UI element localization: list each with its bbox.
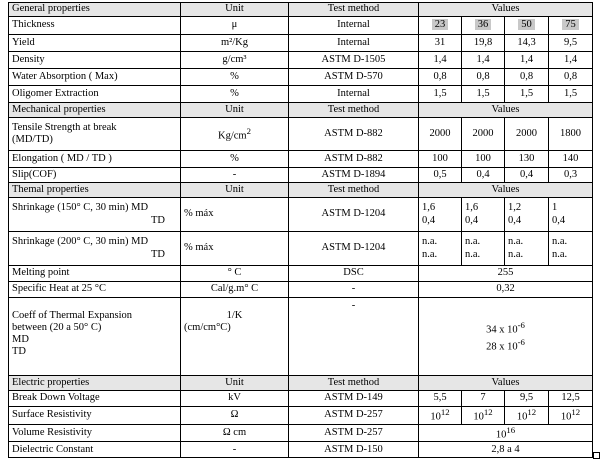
td-value: 0,4 [552, 214, 566, 226]
property-label: Specific Heat at 25 °C [9, 282, 181, 298]
method-cell: DSC [289, 266, 419, 282]
md-value [422, 320, 589, 337]
value-cell: 140 [549, 151, 593, 168]
value-cell [419, 298, 593, 376]
value-cell: 1,5 [462, 86, 505, 103]
unit-base: Kg/cm [218, 130, 247, 142]
value-cell: 0,4 [505, 168, 549, 183]
property-label-line: Coeff of Thermal Expansion [12, 310, 133, 321]
value-base: 10 [516, 411, 528, 423]
property-label-line: between (20 a 50° C) [12, 322, 102, 334]
property-label-line: (MD/TD) [12, 134, 53, 145]
method-cell: ASTM D-257 [289, 407, 419, 425]
thickness-value: 36 [475, 19, 492, 30]
value-cell: 0,3 [549, 168, 593, 183]
value-cell: 1,4 [505, 52, 549, 69]
property-label-line: MD [12, 334, 29, 346]
thickness-value: 50 [518, 19, 535, 30]
property-label [9, 118, 181, 151]
value-cell: 7 [462, 391, 505, 407]
value-cell: 100 [419, 151, 462, 168]
value-cell [462, 232, 505, 266]
unit-header: Unit [181, 103, 289, 118]
property-label: Density [9, 52, 181, 69]
md-value: 1,6 [422, 202, 436, 214]
table-resize-handle[interactable] [593, 452, 600, 459]
unit-cell: m²/Kg [181, 35, 289, 52]
value-cell [462, 17, 505, 35]
method-cell: ASTM D-257 [289, 424, 419, 442]
thickness-row [9, 17, 593, 35]
value-cell [505, 198, 549, 232]
td-exponent: -6 [517, 336, 525, 347]
value-cell [419, 198, 462, 232]
section-title: General properties [9, 3, 181, 17]
method-cell: - [289, 298, 419, 376]
value-cell: 2000 [505, 118, 549, 151]
value-exponent: 12 [483, 407, 493, 417]
tensile-row [9, 118, 593, 151]
property-label: Volume Resistivity [9, 424, 181, 442]
value-cell [549, 407, 593, 425]
method-cell: Internal [289, 17, 419, 35]
value-cell [505, 407, 549, 425]
value-exponent: 12 [440, 407, 450, 417]
md-value: n.a. [552, 236, 568, 248]
unit-cell: % [181, 86, 289, 103]
method-cell: - [289, 282, 419, 298]
unit-header: Unit [181, 183, 289, 198]
thickness-value: 23 [432, 19, 449, 30]
slip-row [9, 168, 593, 183]
method-cell: ASTM D-1204 [289, 198, 419, 232]
unit-line: 1/K [226, 310, 243, 321]
td-value: 0,4 [508, 214, 522, 226]
elongation-row [9, 151, 593, 168]
method-cell: ASTM D-1204 [289, 232, 419, 266]
properties-sheet [8, 2, 592, 458]
property-label-line: TD [12, 346, 26, 358]
value-cell: 0,5 [419, 168, 462, 183]
value-cell: 100 [462, 151, 505, 168]
value-cell: 2000 [462, 118, 505, 151]
breakdown-voltage-row [9, 391, 593, 407]
property-label-line: Tensile Strength at break [12, 121, 117, 133]
method-header: Test method [289, 3, 419, 17]
property-label: Thickness [9, 17, 181, 35]
property-label [9, 298, 181, 376]
section-title: Themal properties [9, 183, 181, 198]
volume-resistivity-row [9, 424, 593, 442]
td-value: n.a. [552, 248, 568, 260]
method-header: Test method [289, 103, 419, 118]
value-cell: 1,4 [419, 52, 462, 69]
td-value: n.a. [422, 248, 438, 260]
value-cell: 2,8 a 4 [419, 442, 593, 458]
value-cell: 9,5 [549, 35, 593, 52]
density-row [9, 52, 593, 69]
property-label-line: Shrinkage (200° C, 30 min) MD [12, 236, 149, 248]
property-label: Break Down Voltage [9, 391, 181, 407]
unit-cell: % [181, 151, 289, 168]
td-value: n.a. [465, 248, 481, 260]
water-absorption-row [9, 69, 593, 86]
property-label: Melting point [9, 266, 181, 282]
value-cell: 31 [419, 35, 462, 52]
specific-heat-row [9, 282, 593, 298]
value-cell: 19,8 [462, 35, 505, 52]
property-label: Oligomer Extraction [9, 86, 181, 103]
value-cell: 2000 [419, 118, 462, 151]
value-cell: 130 [505, 151, 549, 168]
unit-cell: - [181, 442, 289, 458]
method-cell: ASTM D-1894 [289, 168, 419, 183]
unit-exponent: 2 [246, 125, 251, 136]
value-cell: 1,4 [549, 52, 593, 69]
method-cell: ASTM D-150 [289, 442, 419, 458]
value-base: 10 [495, 429, 507, 441]
value-exponent: 12 [571, 407, 581, 417]
general-header-row [9, 3, 593, 17]
dielectric-constant-row [9, 442, 593, 458]
value-cell [549, 17, 593, 35]
unit-cell [181, 118, 289, 151]
unit-cell: Cal/g.m° C [181, 282, 289, 298]
property-label-line: Shrinkage (150° C, 30 min) MD [12, 202, 149, 214]
property-label-line: TD [151, 214, 165, 226]
method-cell: ASTM D-882 [289, 151, 419, 168]
md-base: 34 x 10 [486, 324, 518, 336]
electric-header-row [9, 376, 593, 391]
thermal-header-row [9, 183, 593, 198]
value-base: 10 [430, 411, 441, 423]
unit-line: (cm/cm°C) [184, 322, 231, 334]
surface-resistivity-row [9, 407, 593, 425]
unit-header: Unit [181, 3, 289, 17]
value-cell [419, 232, 462, 266]
value-cell: 1,5 [549, 86, 593, 103]
properties-table [8, 2, 593, 458]
value-base: 10 [560, 411, 572, 423]
property-label-line: TD [151, 248, 165, 260]
td-value: n.a. [508, 248, 524, 260]
td-base: 28 x 10 [486, 341, 518, 352]
thickness-value: 75 [562, 19, 579, 30]
value-cell: 0,8 [505, 69, 549, 86]
value-exponent: 12 [527, 407, 537, 417]
values-header: Values [419, 3, 593, 17]
unit-cell: % máx [181, 198, 289, 232]
md-value: n.a. [422, 236, 438, 248]
property-label: Dielectric Constant [9, 442, 181, 458]
property-label: Elongation ( MD / TD ) [9, 151, 181, 168]
value-cell [419, 17, 462, 35]
value-cell: 12,5 [549, 391, 593, 407]
property-label [9, 198, 181, 232]
td-value [422, 337, 589, 354]
shrinkage-200-row [9, 232, 593, 266]
value-cell [419, 407, 462, 425]
unit-cell: % [181, 69, 289, 86]
property-label: Slip(COF) [9, 168, 181, 183]
property-label: Water Absorption ( Max) [9, 69, 181, 86]
oligomer-row [9, 86, 593, 103]
value-cell [462, 198, 505, 232]
value-cell: 0,8 [549, 69, 593, 86]
method-cell: ASTM D-570 [289, 69, 419, 86]
unit-cell: % máx [181, 232, 289, 266]
values-header: Values [419, 103, 593, 118]
thermal-expansion-row [9, 298, 593, 376]
value-cell: 0,32 [419, 282, 593, 298]
yield-row [9, 35, 593, 52]
unit-cell: kV [181, 391, 289, 407]
td-value: 0,4 [422, 214, 436, 226]
unit-cell: ° C [181, 266, 289, 282]
unit-cell: - [181, 168, 289, 183]
md-value: n.a. [465, 236, 481, 248]
md-value: 1,6 [465, 202, 479, 214]
value-cell [505, 232, 549, 266]
method-cell: Internal [289, 35, 419, 52]
md-value: 1,2 [508, 202, 522, 214]
value-cell: 255 [419, 266, 593, 282]
value-cell [505, 17, 549, 35]
value-cell: 1,4 [462, 52, 505, 69]
section-title: Electric properties [9, 376, 181, 391]
method-cell: Internal [289, 86, 419, 103]
shrinkage-150-row [9, 198, 593, 232]
method-header: Test method [289, 183, 419, 198]
value-cell: 14,3 [505, 35, 549, 52]
property-label: Surface Resistivity [9, 407, 181, 425]
value-cell [549, 198, 593, 232]
values-header: Values [419, 376, 593, 391]
td-value: 0,4 [465, 214, 479, 226]
method-cell: ASTM D-882 [289, 118, 419, 151]
values-header: Values [419, 183, 593, 198]
unit-cell [181, 298, 289, 376]
method-cell: ASTM D-1505 [289, 52, 419, 69]
unit-cell: Ω [181, 407, 289, 425]
value-cell: 1800 [549, 118, 593, 151]
value-exponent: 16 [506, 424, 516, 435]
unit-cell: Ω cm [181, 424, 289, 442]
value-cell [462, 407, 505, 425]
melting-point-row [9, 266, 593, 282]
unit-cell: μ [181, 17, 289, 35]
value-cell: 0,8 [419, 69, 462, 86]
section-title: Mechanical properties [9, 103, 181, 118]
unit-cell: g/cm³ [181, 52, 289, 69]
md-value: 1 [552, 202, 558, 214]
value-base: 10 [473, 411, 484, 423]
value-cell: 0,4 [462, 168, 505, 183]
value-cell: 9,5 [505, 391, 549, 407]
value-cell: 1,5 [505, 86, 549, 103]
value-cell: 5,5 [419, 391, 462, 407]
property-label: Yield [9, 35, 181, 52]
value-cell [549, 232, 593, 266]
property-label [9, 232, 181, 266]
value-cell [419, 424, 593, 442]
mechanical-header-row [9, 103, 593, 118]
method-cell: ASTM D-149 [289, 391, 419, 407]
value-cell: 0,8 [462, 69, 505, 86]
value-cell: 1,5 [419, 86, 462, 103]
md-value: n.a. [508, 236, 524, 248]
md-exponent: -6 [517, 319, 525, 330]
method-header: Test method [289, 376, 419, 391]
unit-header: Unit [181, 376, 289, 391]
